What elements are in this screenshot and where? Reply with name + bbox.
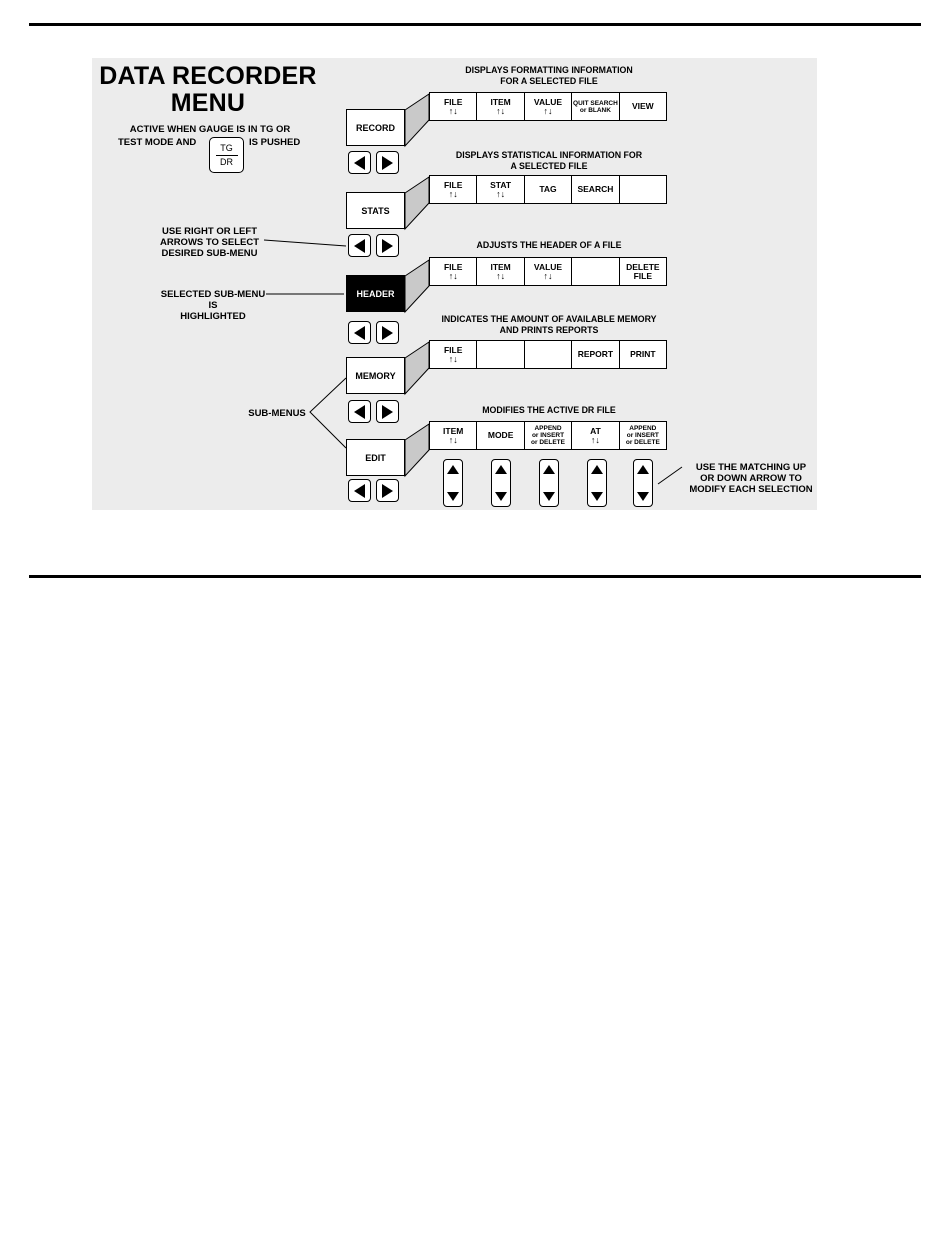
up-down-key-5[interactable] [633,459,653,507]
arrows-callout [152,226,267,259]
arrows-callout-line-3: DESIRED SUB-MENU [161,248,258,259]
down-arrow-icon [637,492,649,501]
active-note-line-2-post: IS PUSHED [249,137,301,148]
key-label: QUIT SEARCH [573,99,618,107]
key-label: DELETE [626,261,660,272]
key-divider [216,155,238,156]
nav-pair-2 [348,234,399,257]
up-down-key-3[interactable] [539,459,559,507]
right-arrow-button[interactable] [376,151,399,174]
caption-record [420,65,678,87]
left-arrow-button[interactable] [348,151,371,174]
stats-function-strip [429,175,667,204]
diagram-title [88,63,328,117]
right-arrow-icon [382,484,393,498]
caption-edit [420,405,678,416]
up-down-key-1[interactable] [443,459,463,507]
key-label: VALUE [533,261,563,272]
right-arrow-icon [382,239,393,253]
key-label: REPORT [577,349,614,359]
stats-tag-key[interactable] [525,176,572,203]
caption-memory [410,314,688,336]
key-label: VIEW [631,101,654,111]
left-arrow-icon [354,156,365,170]
record-quit-search-key[interactable] [572,93,619,120]
key-label: VALUE [533,96,563,107]
down-arrow-icon [543,492,555,501]
left-arrow-icon [354,405,365,419]
record-submenu-button[interactable] [346,109,405,146]
record-value-key[interactable] [525,93,572,120]
left-arrow-button[interactable] [348,400,371,423]
memory-label: MEMORY [355,370,396,381]
nav-pair-3 [348,321,399,344]
down-arrow-icon [495,492,507,501]
left-arrow-button[interactable] [348,479,371,502]
key-label: FILE [443,179,463,190]
caption-header [420,240,678,251]
memory-submenu-button[interactable] [346,357,405,394]
updown-callout-line-1: USE THE MATCHING UP [695,462,807,473]
up-arrow-icon [543,465,555,474]
caption-memory-line-1: INDICATES THE AMOUNT OF AVAILABLE MEMORY [441,314,657,324]
edit-append-key-2[interactable] [620,422,666,449]
record-label: RECORD [355,122,395,133]
up-down-arrows-icon: ↑↓ [448,353,458,364]
up-down-arrows-icon: ↑↓ [448,188,458,199]
up-down-arrows-icon: ↑↓ [543,105,553,116]
edit-append-key-1[interactable] [525,422,572,449]
stats-stat-key[interactable] [477,176,524,203]
up-down-arrows-icon: ↑↓ [543,270,553,281]
selected-callout-line-2: HIGHLIGHTED [180,311,246,322]
right-arrow-button[interactable] [376,321,399,344]
key-label-line-2: FILE [633,270,653,281]
right-arrow-button[interactable] [376,234,399,257]
edit-at-key[interactable] [572,422,619,449]
key-label: TAG [539,184,557,194]
caption-stats [420,150,678,172]
left-arrow-icon [354,239,365,253]
caption-header-line-1: ADJUSTS THE HEADER OF A FILE [476,240,622,250]
header-value-key[interactable] [525,258,572,285]
key-label: STAT [490,179,512,190]
edit-item-key[interactable] [430,422,477,449]
up-down-arrows-icon: ↑↓ [496,105,506,116]
title-line-2: MENU [170,89,246,117]
arrows-callout-line-2: ARROWS TO SELECT [159,237,260,248]
edit-label: EDIT [365,452,386,463]
right-arrow-button[interactable] [376,479,399,502]
right-arrow-button[interactable] [376,400,399,423]
memory-report-key[interactable] [572,341,619,368]
caption-stats-line-1: DISPLAYS STATISTICAL INFORMATION FOR [455,150,643,160]
up-down-arrows-icon: ↑↓ [448,105,458,116]
edit-function-strip [429,421,667,450]
up-down-arrows-icon: ↑↓ [496,270,506,281]
up-arrow-icon [495,465,507,474]
key-top-label: TG [220,142,233,153]
selected-callout [158,289,268,322]
selected-callout-line-1: SELECTED SUB-MENU IS [160,289,266,311]
record-file-key[interactable] [430,93,477,120]
key-label: FILE [443,344,463,355]
caption-memory-line-2: AND PRINTS REPORTS [499,325,599,335]
key-label: ITEM [490,96,511,107]
up-down-arrows-icon: ↑↓ [448,434,458,445]
up-down-key-4[interactable] [587,459,607,507]
down-arrow-icon [591,492,603,501]
updown-callout-line-2: OR DOWN ARROW TO [700,473,802,484]
title-line-1: DATA RECORDER [99,62,317,90]
memory-print-key[interactable] [620,341,666,368]
caption-record-line-1: DISPLAYS FORMATTING INFORMATION [465,65,633,75]
up-down-arrows-icon: ↑↓ [590,434,600,445]
up-down-arrows-icon: ↑↓ [448,270,458,281]
memory-file-key[interactable] [430,341,477,368]
stats-label: STATS [361,205,390,216]
key-label-line-3: or DELETE [625,439,660,446]
key-label: ITEM [443,425,464,436]
right-arrow-icon [382,156,393,170]
key-label: APPEND [534,425,562,432]
memory-blank-key-2[interactable] [525,341,572,368]
updown-callout-line-3: MODIFY EACH SELECTION [689,484,813,495]
nav-pair-5 [348,479,399,502]
key-label: APPEND [629,425,657,432]
key-label-line-2: or BLANK [579,106,611,114]
header-submenu-button[interactable] [346,275,405,312]
up-down-arrows-icon: ↑↓ [496,188,506,199]
up-arrow-icon [447,465,459,474]
memory-function-strip [429,340,667,369]
arrows-callout-line-1: USE RIGHT OR LEFT [162,226,257,237]
key-label: AT [590,425,601,436]
record-view-key[interactable] [620,93,666,120]
header-file-key[interactable] [430,258,477,285]
active-note-line-2-pre: TEST MODE AND [118,137,197,148]
key-label: FILE [443,96,463,107]
left-arrow-button[interactable] [348,234,371,257]
left-arrow-button[interactable] [348,321,371,344]
left-arrow-icon [354,326,365,340]
key-label: SEARCH [577,184,614,194]
submenus-callout: SUB-MENUS [248,408,306,419]
tg-dr-key [209,137,244,173]
right-arrow-icon [382,405,393,419]
down-arrow-icon [447,492,459,501]
stats-file-key[interactable] [430,176,477,203]
key-label-line-2: or INSERT [531,432,565,439]
header-item-key[interactable] [477,258,524,285]
stats-blank-key[interactable] [620,176,666,203]
key-label: PRINT [630,349,656,359]
stats-search-key[interactable] [572,176,619,203]
left-arrow-icon [354,484,365,498]
record-function-strip [429,92,667,121]
key-label-line-3: or DELETE [531,439,565,446]
key-bottom-label: DR [220,156,233,167]
right-arrow-icon [382,326,393,340]
edit-submenu-button[interactable] [346,439,405,476]
up-arrow-icon [591,465,603,474]
key-label: ITEM [490,261,511,272]
key-label: MODE [487,430,514,440]
key-label: FILE [443,261,463,272]
updown-callout [676,462,826,495]
memory-blank-key-1[interactable] [477,341,524,368]
header-function-strip [429,257,667,286]
caption-edit-line-1: MODIFIES THE ACTIVE DR FILE [482,405,616,415]
nav-pair-1 [348,151,399,174]
caption-record-line-2: FOR A SELECTED FILE [500,76,598,86]
up-arrow-icon [637,465,649,474]
nav-pair-4 [348,400,399,423]
caption-stats-line-2: A SELECTED FILE [510,161,588,171]
record-item-key[interactable] [477,93,524,120]
header-delete-file-key[interactable] [620,258,666,285]
stats-submenu-button[interactable] [346,192,405,229]
up-down-key-2[interactable] [491,459,511,507]
edit-mode-key[interactable] [477,422,524,449]
active-note-line-1: ACTIVE WHEN GAUGE IS IN TG OR [129,124,291,135]
header-label: HEADER [356,288,395,299]
key-label-line-2: or INSERT [626,432,659,439]
header-blank-key[interactable] [572,258,619,285]
